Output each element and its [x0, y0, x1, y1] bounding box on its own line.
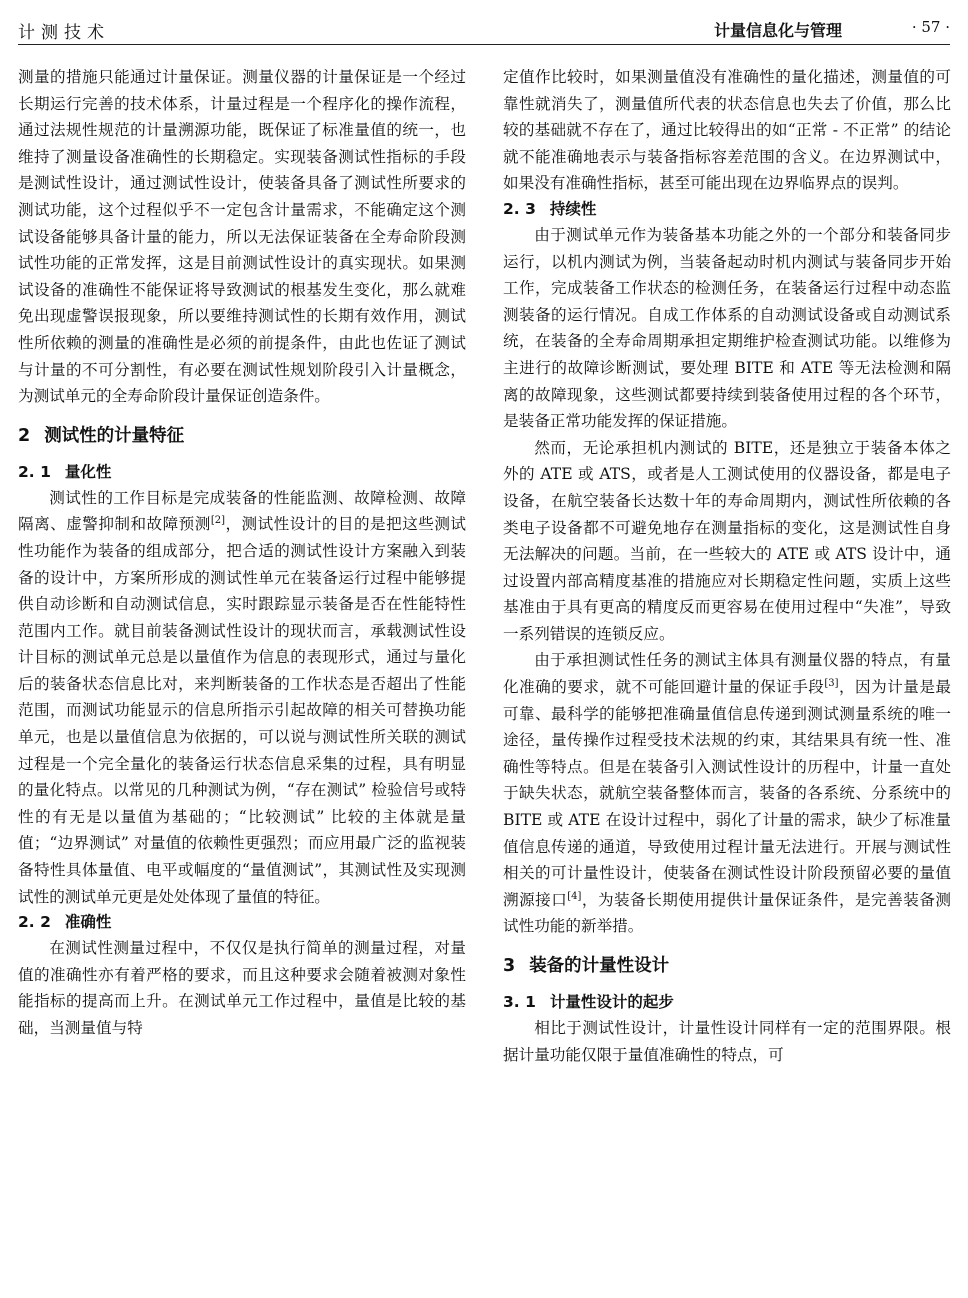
- subsection-heading: [503, 197, 951, 222]
- left-column: [18, 64, 466, 1042]
- subsection-number: 2. 1: [18, 462, 51, 481]
- subsection-heading: [503, 990, 951, 1015]
- paragraph: 然而，无论承担机内测试的 BITE，还是独立于装备本体之外的 ATE 或 ATS，或者是人工测试使用的仪器设备，都是电子设备，在航空装备长达数十年的寿命周期内，测试性所依赖的各类电子设备都不可避免地存在测量指标的变化，这是测试性自身无法解决的问题。当前，在一些较大的 ATE 或 ATS 设计中，通过设置内部高精度基准的措施应对长期稳定性问题，实质上这些基准由于具有更高的精度反而更容易在使用过程中“失准”，导致一系列错误的连锁反应。: [503, 438, 951, 643]
- section-heading: [18, 422, 466, 450]
- subsection-heading: [18, 460, 466, 485]
- paragraph-text: ，测试性设计的目的是把这些测试性功能作为装备的组成部分，把合适的测试性设计方案融入到装备的设计中，方案所形成的测试性单元在装备运行过程中能够提供自动诊断和自动测试信息，实时跟踪显示装备是否在性能特性范围内工作。就目前装备测试性设计的现状而言，承载测试性设计目标的测试单元总是以量值作为信息的表现形式，通过与量化后的装备状态信息比对，来判断装备的工作状态是否超出了性能范围，而测试功能显示的信息所指示引起故障的相关可替换功能单元，也是以量值信息为依据的，可以说与测试性所关联的测试过程是一个完全量化的装备运行状态信息采集的过程，具有明显的量化特点。以常见的几种测试为例，“存在测试” 检验信号或特性的有无是以量值为基础的；“比较测试” 比较的主体就是量值；“边界测试” 对量值的依赖性更强烈；而应用最广泛的监视装备特性具体量值、电平或幅度的“量值测试”，其测试性及实现测试性的测试单元更是处处体现了量值的特征。: [18, 515, 466, 906]
- paragraph-text: 测试性的工作目标是完成装备的性能监测、故障检测、故障隔离、虚警抑制和故障预测: [18, 488, 466, 534]
- subsection-title: 准确性: [64, 913, 112, 932]
- paragraph-text: ，因为计量是最可靠、最科学的能够把准确量值信息传递到测试测量系统的唯一途径，量传操作过程受技术法规的约束，其结果具有统一性、准确性等特点。但是在装备引入测试性设计的历程中，计量一直处于缺失状态，就航空装备整体而言，装备的各系统、分系统中的 BITE 或 ATE 在设计过程中，弱化了计量的需求，缺少了标准量值信息传递的通道，导致使用过程计量无法进行。开展与测试性相关的可计量性设计，使装备在测试性设计阶段预留必要的量值溯源接口: [503, 678, 951, 909]
- running-header: [18, 14, 950, 45]
- paragraph: 定值作比较时，如果测量值没有准确性的量化描述，测量值的可靠性就消失了，测量值所代表的状态信息也失去了价值，那么比较的基础就不存在了，通过比较得出的如“正常 - 不正常” 的结论就不能准确地表示与装备指标容差范围的含义。在边界测试中，如果没有准确性指标，甚至可能出现在边界临界点的误判。: [503, 68, 951, 193]
- paragraph: 由于测试单元作为装备基本功能之外的一个部分和装备同步运行，以机内测试为例，当装备起动时机内测试与装备同步开始工作，完成装备工作状态的检测任务，在装备运行过程中动态监测装备的运行情况。自成工作体系的自动测试设备或自动测试系统，在装备的全寿命周期承担定期维护检查测试功能。以维修为主进行的故障诊断测试，要处理 BITE 和 ATE 等无法检测和隔离的故障现象，这些测试都要持续到装备使用过程的各个环节，是装备正常功能发挥的保证措施。: [503, 225, 951, 431]
- citation: [3]: [824, 677, 839, 689]
- paragraph-text: 由于承担测试性任务的测试主体具有测量仪器的特点，有量化准确的要求，就不可能回避计量的保证手段: [503, 651, 951, 697]
- right-column: [503, 64, 951, 1068]
- journal-name: 计测技术: [18, 23, 110, 43]
- paragraph: 在测试性测量过程中，不仅仅是执行简单的测量过程，对量值的准确性亦有着严格的要求，而且这种要求会随着被测对象性能指标的提高而上升。在测试单元工作过程中，量值是比较的基础，当测量值与特: [18, 939, 466, 1037]
- page-number: · 57 ·: [911, 18, 950, 36]
- section-title: 测试性的计量特征: [44, 425, 185, 446]
- citation: [4]: [567, 890, 582, 902]
- subsection-number: 2. 3: [503, 199, 536, 218]
- subsection-heading: [18, 910, 466, 935]
- paragraph: [18, 485, 466, 911]
- paragraph: 测量的措施只能通过计量保证。测量仪器的计量保证是一个经过长期运行完善的技术体系，计量过程是一个程序化的操作流程，通过法规性规范的计量溯源功能，既保证了标准量值的统一，也维持了测量设备准确性的长期稳定。实现装备测试性指标的手段是测试性设计，通过测试性设计，使装备具备了测试性所要求的测试功能，这个过程似乎不一定包含计量需求，不能确定这个测试设备能够具备计量的能力，所以无法保证装备在全寿命阶段测试性功能的正常发挥，这是目前测试性设计的真实现状。如果测试设备的准确性不能保证将导致测试的根基发生变化，那么就难免出现虚警误报现象，所以要维持测试性的长期有效作用，测试性所依赖的测量的准确性是必须的前提条件，由此也佐证了测试与计量的不可分割性，有必要在测试性规划阶段引入计量概念，为测试单元的全寿命阶段计量保证创造条件。: [18, 68, 466, 406]
- section-title: 装备的计量性设计: [529, 956, 670, 976]
- paragraph-text: ，为装备长期使用提供计量保证条件，是完善装备测试性功能的新举措。: [503, 890, 951, 936]
- subsection-title: 持续性: [549, 199, 597, 218]
- subsection-number: 2. 2: [18, 913, 51, 932]
- section-number: 3: [503, 956, 516, 976]
- subsection-title: 计量性设计的起步: [549, 993, 674, 1011]
- subsection-title: 量化性: [64, 462, 112, 481]
- paragraph: [503, 647, 951, 940]
- section-heading: [503, 952, 951, 980]
- paragraph: 相比于测试性设计，计量性设计同样有一定的范围界限。根据计量功能仅限于量值准确性的特点，可: [503, 1019, 951, 1064]
- section-label: 计量信息化与管理: [713, 21, 842, 40]
- section-number: 2: [18, 425, 31, 446]
- subsection-number: 3. 1: [503, 993, 536, 1011]
- citation: [2]: [210, 515, 225, 527]
